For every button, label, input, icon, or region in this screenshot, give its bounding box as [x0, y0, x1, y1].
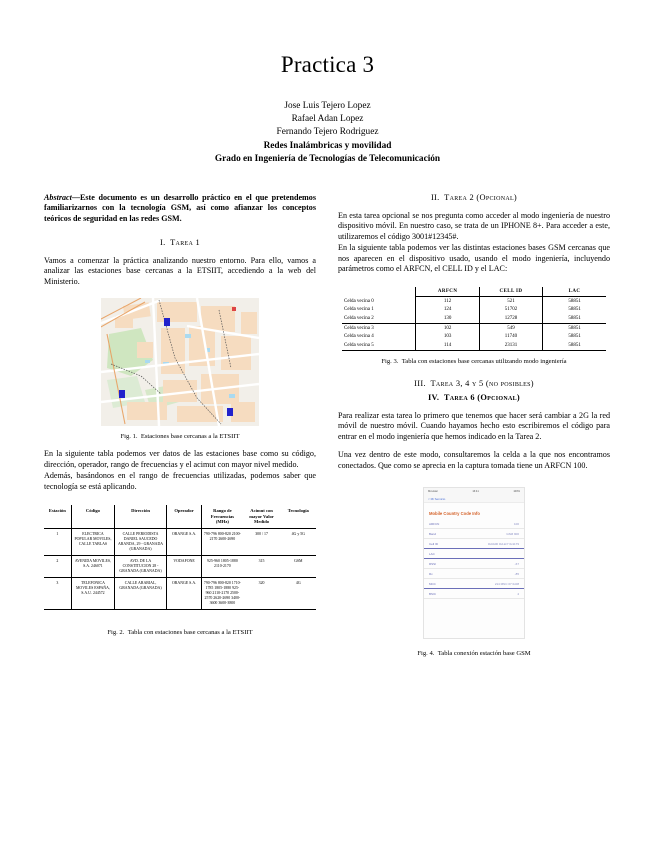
col-header-tecnologia: Tecnología	[281, 505, 316, 528]
col-header-operador: Operador	[166, 505, 201, 528]
cell-operador: ORANGE S.A.	[166, 577, 201, 609]
cell-arfcn: 103	[416, 333, 479, 342]
table-row	[342, 333, 606, 342]
stations-table	[44, 505, 316, 610]
cell-arfcn: 102	[416, 324, 479, 333]
phone-status-bar	[424, 488, 524, 495]
col-header-codigo: Código	[71, 505, 115, 528]
figure-4-text: Tabla conexión estación base GSM	[437, 650, 531, 658]
section-title: Tarea 6 (Opcional)	[443, 392, 520, 402]
course-name: Redes Inalámbricas y movilidad	[263, 140, 392, 151]
field-value: 4	[517, 591, 519, 596]
phone-screenshot	[423, 487, 525, 639]
section-number: I.	[160, 237, 166, 247]
figure-4-phone-wrap	[338, 487, 610, 658]
section-number: IV.	[428, 392, 440, 402]
section-title: Tarea 1	[170, 237, 200, 247]
section-title: Tarea 3, 4 y 5 (no posibles)	[430, 378, 534, 388]
col-header-cellid: CELL ID	[479, 287, 542, 297]
figure-2-caption	[44, 628, 316, 637]
cell-lac: 58851	[543, 324, 606, 333]
section-number: II.	[430, 192, 440, 202]
cell-cellid: 11740	[479, 333, 542, 342]
cell-rango: 925-960 1805-1880 2110-2170	[202, 555, 243, 577]
left-paragraph-1: Vamos a comenzar la práctica analizando nuestro entorno. Para ello, vamos a analizar las estaciones base cercanas a la ETSIIT, accediendo a la web del Ministerio.	[44, 255, 316, 286]
cell-row-label: Celda vecina 1	[344, 307, 374, 313]
list-item[interactable]	[424, 519, 524, 529]
table-row	[44, 577, 316, 609]
section-heading-tarea1	[44, 238, 316, 247]
field-key: ARFCN	[429, 521, 440, 526]
cell-lac: 58851	[543, 333, 606, 342]
right-paragraph-4: Una vez dentro de este modo, consultaremos la celda a la que nos encontramos conectados. Que como se aprecia en la captura tomada tiene un ARFCN 100.	[338, 450, 610, 470]
cell-row-label: Celda vecina 3	[342, 324, 416, 333]
cell-tecnologia: 4G y 5G	[281, 528, 316, 555]
figure-1-text: Estaciones base cercanas a la ETSIIT	[140, 433, 240, 441]
cell-estacion: 3	[44, 577, 71, 609]
list-item[interactable]	[424, 579, 524, 589]
field-key: BSIC	[429, 591, 437, 596]
cell-cellid: 549	[479, 324, 542, 333]
phone-screen-title: Mobile Country Code Info	[424, 503, 524, 519]
status-carrier: Movistar	[428, 490, 438, 494]
left-paragraph-2: En la siguiente tabla podemos ver datos de las estaciones base como su código, dirección, operador, rango de frecuencias y el acimut con mayor nivel medido.	[44, 449, 316, 469]
cell-rango: 790-796 800-820 2100-2170 2600-2690	[202, 528, 243, 555]
table-row	[44, 528, 316, 555]
abstract-paragraph	[44, 193, 316, 225]
author-name-1: Jose Luis Tejero Lopez	[284, 101, 371, 111]
list-item[interactable]	[424, 539, 524, 549]
list-item[interactable]	[424, 559, 524, 569]
stations-table-header-row	[44, 505, 316, 528]
list-item[interactable]	[424, 529, 524, 539]
figure-4-label: Fig. 4.	[417, 650, 435, 658]
body-columns	[0, 193, 655, 659]
map-image	[101, 298, 259, 426]
section-number: III.	[414, 378, 426, 388]
table-row	[342, 315, 606, 324]
cell-arfcn: 112	[416, 297, 479, 306]
figure-2-table-wrap	[44, 505, 316, 637]
field-key: Cell ID	[429, 541, 439, 546]
cell-lac: 58851	[543, 297, 606, 306]
author-name-3: Fernando Tejero Rodriguez	[276, 127, 379, 138]
cell-codigo: ELECTRICA POPULAR MOVILES, CALLE TABLAS	[71, 528, 115, 555]
cell-acimut: 300 / 17	[243, 528, 281, 555]
list-item[interactable]	[424, 549, 524, 559]
cell-lac: 58851	[543, 341, 606, 350]
col-header-blank	[342, 287, 416, 297]
cell-cellid: 51702	[479, 306, 542, 315]
field-value: -67	[514, 561, 519, 566]
figure-1-map	[44, 298, 316, 441]
cell-operador: ORANGE S.A.	[166, 528, 201, 555]
neighbour-cells-table	[342, 287, 606, 351]
cell-direccion: CALLE PERIODISTA DANIEL SAUCEDO ARANDA, 29 - GRANADA (GRANADA)	[115, 528, 167, 555]
figure-3-table-wrap	[338, 287, 610, 366]
left-column	[44, 193, 316, 659]
field-value: 0x0A00 0x12c7 0x1179	[487, 541, 519, 546]
table-row	[342, 297, 606, 306]
back-label: < Mi Servicio	[428, 496, 446, 501]
cell-tecnologia: 4G	[281, 577, 316, 609]
degree-name: Grado en Ingeniería de Tecnologías de Telecomunicación	[214, 154, 441, 165]
right-paragraph-3: Para realizar esta tarea lo primero que tenemos que hacer será cambiar a 2G la red móvil de nuestro móvil. Cuando hayamos hecho esto escribiremos el código para entrar en el modo ingeniería que hemos indicado en la Tarea 2.	[338, 410, 610, 441]
col-header-direccion: Dirección	[115, 505, 167, 528]
status-battery: 100%	[513, 490, 520, 494]
figure-3-label: Fig. 3.	[381, 357, 399, 365]
list-item[interactable]	[424, 589, 524, 599]
figure-3-caption	[342, 357, 606, 366]
right-paragraph-1: En esta tarea opcional se nos pregunta como acceder al modo ingeniería de nuestro dispositivo móvil. En nuestro caso, se trata de un IPHONE 8+. Para acceder a este, utilizaremos el código 3001#12345#.	[338, 210, 610, 241]
cell-row-label: Celda vecina 0	[344, 298, 374, 304]
status-time: 16:41	[472, 490, 479, 494]
cell-codigo: AVENIDA MOVILES, S.A. 246071	[71, 555, 115, 577]
field-key: LAC	[429, 551, 435, 556]
figure-2-label: Fig. 2.	[107, 628, 125, 636]
abstract-dash: —	[71, 192, 80, 202]
map-marker-red	[232, 307, 236, 311]
cell-row-label: Celda vecina 5	[342, 341, 416, 350]
cell-arfcn: 114	[416, 341, 479, 350]
cell-estacion: 2	[44, 555, 71, 577]
cell-row-label: Celda vecina 2	[344, 316, 374, 322]
cell-cellid: 521	[479, 297, 542, 306]
cell-acimut: 315	[243, 555, 281, 577]
cell-lac: 58851	[543, 315, 606, 324]
abstract-label: Abstract	[44, 192, 72, 202]
title-block	[0, 0, 655, 167]
field-key: RSSI	[429, 561, 437, 566]
cell-cellid: 12728	[479, 315, 542, 324]
field-key: Rx	[429, 571, 433, 576]
section-title: Tarea 2 (Opcional)	[444, 192, 518, 202]
figure-3-text: Tabla con estaciones base cercanas utilizando modo ingeniería	[401, 357, 567, 365]
figure-1-label: Fig. 1.	[120, 433, 138, 441]
table-row	[44, 555, 316, 577]
cell-tecnologia: GSM	[281, 555, 316, 577]
map-marker-blue-3	[227, 408, 233, 416]
map-marker-blue-2	[119, 390, 125, 398]
figure-4-caption	[338, 649, 610, 658]
table-row	[342, 324, 606, 333]
cell-operador: VODAFONE	[166, 555, 201, 577]
field-key: Band	[429, 531, 437, 536]
figure-1-caption	[44, 432, 316, 441]
field-value: -85	[514, 571, 519, 576]
cell-estacion: 1	[44, 528, 71, 555]
field-value: 214 MNC 07 0x08	[494, 581, 519, 586]
col-header-estacion: Estación	[44, 505, 71, 528]
neighbour-table-header-row	[342, 287, 606, 297]
page-title: Practica 3	[280, 52, 375, 77]
table-row	[342, 341, 606, 350]
col-header-acimut: Acimut con mayor Valor Medido	[243, 505, 281, 528]
cell-row-label: Celda vecina 4	[344, 334, 374, 340]
cell-arfcn: 124	[416, 306, 479, 315]
cell-codigo: TELEFONICA MOVILES ESPAÑA, S.A.U. 244572	[71, 577, 115, 609]
right-column	[338, 193, 610, 659]
col-header-lac: LAC	[543, 287, 606, 297]
field-key: MCC	[429, 581, 436, 586]
right-paragraph-2: En la siguiente tabla podemos ver las distintas estaciones bases GSM cercanas que nos aparecen en el dispositivo usado, usando el modo ingeniería, incluyendo parámetros como el ARFCN, el CELL ID y el LAC:	[338, 243, 610, 274]
author-name-2: Rafael Adan Lopez	[291, 114, 364, 125]
section-heading-tarea2	[338, 193, 610, 202]
col-header-rango: Rango de Frecuencias (MHz)	[202, 505, 243, 528]
col-header-arfcn: ARFCN	[416, 287, 479, 297]
field-value: 100	[513, 521, 519, 526]
table-row	[342, 306, 606, 315]
list-item[interactable]	[424, 569, 524, 579]
cell-lac: 58851	[543, 306, 606, 315]
section-heading-tarea6	[338, 393, 610, 402]
phone-back-button[interactable]	[424, 495, 524, 503]
cell-rango: 790-796 800-820 1710-1785 1805-1880 925-960 2110-2170 2500-2570 2620-2690 3400-3600 3600-3800	[202, 577, 243, 609]
figure-2-text: Tabla con estaciones base cercanas a la ETSIIT	[127, 628, 253, 636]
field-value: GSM 900	[506, 531, 519, 536]
cell-arfcn: 130	[416, 315, 479, 324]
cell-cellid: 23131	[479, 341, 542, 350]
left-paragraph-3: Además, basándonos en el rango de frecuencias utilizadas, podemos saber que tecnología se está aplicando.	[44, 471, 316, 491]
cell-direccion: AVD. DE LA CONSTITUCION 28 - GRANADA (GRANADA)	[115, 555, 167, 577]
map-marker-blue-1	[164, 318, 170, 326]
section-heading-tarea345	[338, 379, 610, 388]
cell-acimut: 320	[243, 577, 281, 609]
cell-direccion: CALLE ARABIAL, GRANADA (GRANADA)	[115, 577, 167, 609]
abstract-text: Este documento es un desarrollo práctico en el que pretendemos familiarizarnos con la tecnología GSM, así como afianzar los conceptos teóricos de seguridad en las redes GSM.	[44, 192, 316, 223]
